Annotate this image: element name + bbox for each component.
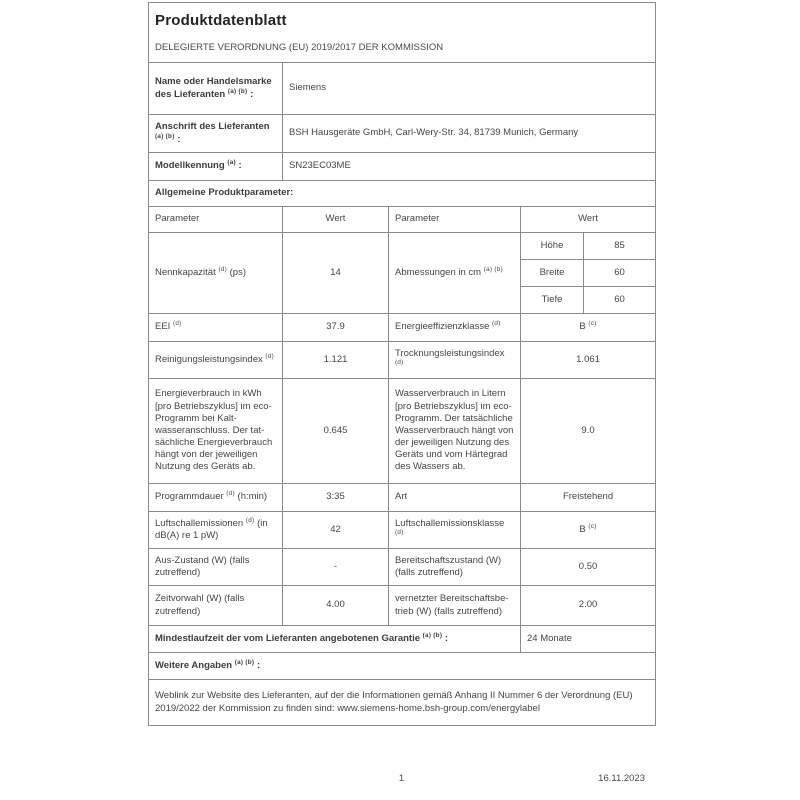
water-consumption-label: Wasserverbrauch in Litern [pro Betriebszyklus] im eco-Programm. Der tatsächliche Wasserverbrauch hängt von der jeweiligen Nutzung des Geräts und vom Härtegrad des Wassers ab. <box>389 379 521 484</box>
cleaning-index-label: Reinigungsleistungsindex $^{(d)}$ <box>149 342 283 379</box>
networked-standby-value: 2.00 <box>521 586 656 626</box>
section-title: Allgemeine Produktparameter: <box>149 181 656 207</box>
page-number: 1 <box>398 773 405 784</box>
table-row <box>149 181 656 207</box>
table-row <box>149 512 656 549</box>
dimension-value: 60 <box>584 287 656 314</box>
program-duration-label: Programmdauer $^{(d)}$ (h:min) <box>149 484 283 512</box>
table-row <box>149 653 656 680</box>
energy-consumption-value: 0.645 <box>283 379 389 484</box>
table-row <box>149 63 656 115</box>
table-row <box>149 207 656 233</box>
model-id-label: Modellkennung $^{(a)}$ : <box>149 153 283 181</box>
table-row <box>149 484 656 512</box>
energy-class-label: Energieeffizienzklasse $^{(d)}$ <box>389 314 521 342</box>
noise-class-value: B $^{(c)}$ <box>521 512 656 549</box>
noise-value: 42 <box>283 512 389 549</box>
table-row <box>149 626 656 653</box>
table-row <box>149 153 656 181</box>
standby-label: Bereitschaftszustand (W) (falls zutreffend) <box>389 549 521 586</box>
eei-value: 37.9 <box>283 314 389 342</box>
table-row <box>149 680 656 726</box>
networked-standby-label: vernetzter Bereitschaftsbetrieb (W) (falls zutreffend) <box>389 586 521 626</box>
cleaning-index-value: 1.121 <box>283 342 389 379</box>
dimensions-label: Abmessungen in cm $^{(a) (b)}$ <box>389 233 521 314</box>
dimension-name: Höhe <box>521 233 584 260</box>
off-mode-value: - <box>283 549 389 586</box>
table-row <box>149 314 656 342</box>
dimension-name: Tiefe <box>521 287 584 314</box>
appliance-type-value: Freistehend <box>521 484 656 512</box>
col-header-parameter-right: Parameter <box>389 207 521 233</box>
dimension-value: 85 <box>584 233 656 260</box>
supplier-name-value: Siemens <box>283 63 656 115</box>
table-row <box>149 115 656 153</box>
drying-index-value: 1.061 <box>521 342 656 379</box>
program-duration-value: 3:35 <box>283 484 389 512</box>
regulation-subtitle: DELEGIERTE VERORDNUNG (EU) 2019/2017 DER KOMMISSION <box>155 41 444 53</box>
off-mode-label: Aus-Zustand (W) (falls zutreffend) <box>149 549 283 586</box>
warranty-value: 24 Monate <box>521 626 656 653</box>
noise-label: Luftschallemissionen $^{(d)}$ (in dB(A) re 1 pW) <box>149 512 283 549</box>
capacity-label: Nennkapazität $^{(d)}$ (ps) <box>149 233 283 314</box>
weblink-text: Weblink zur Website des Lieferanten, auf der die Informationen gemäß Anhang II Nummer 6 der Verordnung (EU) 2019/2022 der Kommission zu finden sind: www.siemens-home.bsh-group.com/energylabel <box>149 680 656 726</box>
delay-start-label: Zeitvorwahl (W) (falls zutreffend) <box>149 586 283 626</box>
table-row <box>149 342 656 379</box>
product-datasheet-table <box>148 2 656 726</box>
capacity-value: 14 <box>283 233 389 314</box>
col-header-wert-left: Wert <box>283 207 389 233</box>
dimension-name: Breite <box>521 260 584 287</box>
more-info-label: Weitere Angaben $^{(a) (b)}$ : <box>149 653 656 680</box>
standby-value: 0.50 <box>521 549 656 586</box>
warranty-label: Mindestlaufzeit der vom Lieferanten angebotenen Garantie $^{(a) (b)}$ : <box>149 626 521 653</box>
eei-label: EEI $^{(d)}$ <box>149 314 283 342</box>
col-header-wert-right: Wert <box>521 207 656 233</box>
table-row <box>149 379 656 484</box>
table-row <box>149 549 656 586</box>
dimension-value: 60 <box>584 260 656 287</box>
table-row <box>149 3 656 63</box>
model-id-value: SN23EC03ME <box>283 153 656 181</box>
delay-start-value: 4.00 <box>283 586 389 626</box>
energy-consumption-label: Energieverbrauch in kWh [pro Betriebszyklus] im eco-Programm bei Kaltwasseranschluss. Der tatsächliche Energieverbrauch hängt von der jeweiligen Nutzung des Geräts ab. <box>149 379 283 484</box>
supplier-address-value: BSH Hausgeräte GmbH, Carl-Wery-Str. 34, 81739 Munich, Germany <box>283 115 656 153</box>
table-row <box>149 233 656 260</box>
page-title: Produktdatenblatt <box>155 12 287 30</box>
drying-index-label: Trocknungsleistungsindex $^{(d)}$ <box>389 342 521 379</box>
title-cell <box>149 3 656 63</box>
appliance-type-label: Art <box>389 484 521 512</box>
water-consumption-value: 9.0 <box>521 379 656 484</box>
noise-class-label: Luftschallemissionsklasse $^{(d)}$ <box>389 512 521 549</box>
document-date: 16.11.2023 <box>598 773 645 784</box>
col-header-parameter-left: Parameter <box>149 207 283 233</box>
energy-class-value: B $^{(c)}$ <box>521 314 656 342</box>
supplier-name-label: Name oder Handelsmarke des Lieferanten $^{(a) (b)}$ : <box>149 63 283 115</box>
table-row <box>149 586 656 626</box>
supplier-address-label: Anschrift des Lieferanten $^{(a) (b)}$ : <box>149 115 283 153</box>
